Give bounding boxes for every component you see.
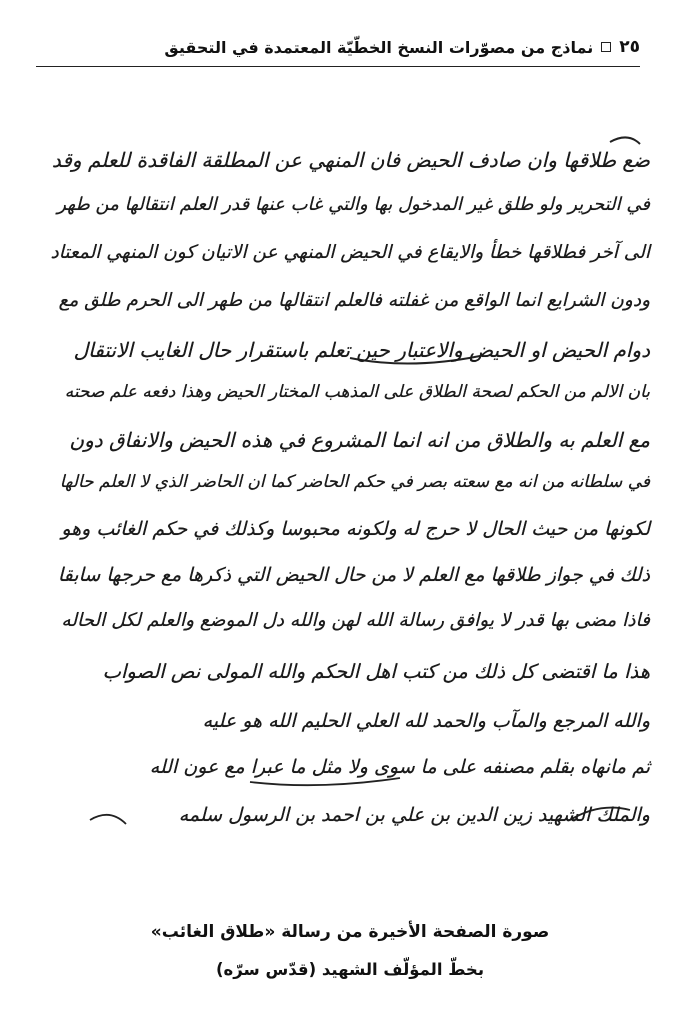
manuscript-line: في سلطانه من انه مع سعته بصر في حكم الحاضر كما ان الحاضر الذي لا العلم حالها [59, 472, 650, 492]
page-number: ٢٥ [619, 37, 640, 57]
manuscript-line: مع العلم به والطلاق من انه انما المشروع في هذه الحيض والانفاق دون [69, 428, 650, 452]
manuscript-line: ودون الشرايع انما الواقع من غفلته فالعلم انتقالها من طهر الى الحرم طلق مع [58, 290, 650, 311]
manuscript-line: لكونها من حيث الحال لا حرج له ولكونه محبوسا وكذلك في حكم الغائب وهو [61, 518, 650, 540]
manuscript-line: ثم مانهاه بقلم مصنفه على ما سوى ولا مثل ما عبرا مع عون الله [149, 756, 650, 778]
manuscript-line: والله المرجع والمآب والحمد لله العلي الحليم الله هو عليه [202, 710, 650, 732]
manuscript-line: بان الالم من الحكم لصحة الطلاق على المذهب المختار الحيض وهذا دفعه علم صحته [64, 382, 650, 402]
header-title: نماذج من مصوّرات النسخ الخطّيّة المعتمدة في التحقيق [164, 37, 594, 57]
manuscript-line: فاذا مضى بها قدر لا يوافق رسالة الله لهن والله دل الموضع والعلم لكل الحاله [61, 610, 650, 631]
manuscript-line: هذا ما اقتضى كل ذلك من كتب اهل الحكم والله المولى نص الصواب [102, 660, 650, 683]
manuscript-line: ضع طلاقها وان صادف الحيض فان المنهي عن المطلقة الفاقدة للعلم وقد [51, 148, 650, 172]
figure-caption: صورة الصفحة الأخيرة من رسالة «طلاق الغائب» [150, 922, 550, 942]
manuscript-line: دوام الحيض او الحيض والاعتبار حين تعلم باستقرار حال الغايب الانتقال [73, 338, 650, 362]
manuscript-line: ذلك في جواز طلاقها مع العلم لا من حال الحيض التي ذكرها مع حرجها سابقا [57, 564, 650, 586]
header-divider [36, 66, 640, 67]
manuscript-line: والملك الشهيد زين الدين بن علي بن احمد بن الرسول سلمه [178, 804, 650, 826]
manuscript-line: الى آخر فطلاقها خطأ والايقاع في الحيض المنهي عن الاتيان كون المنهي المعتاد [50, 242, 650, 263]
manuscript-image [50, 120, 660, 860]
figure-caption-attribution: بخطّ المؤلّف الشهيد (قدّس سرّه) [215, 960, 485, 979]
running-header [36, 30, 640, 64]
manuscript-line: في التحرير ولو طلق غير المدخول بها والتي غاب عنها قدر العلم انتقالها من طهر [57, 194, 650, 215]
square-separator-icon [601, 42, 611, 52]
